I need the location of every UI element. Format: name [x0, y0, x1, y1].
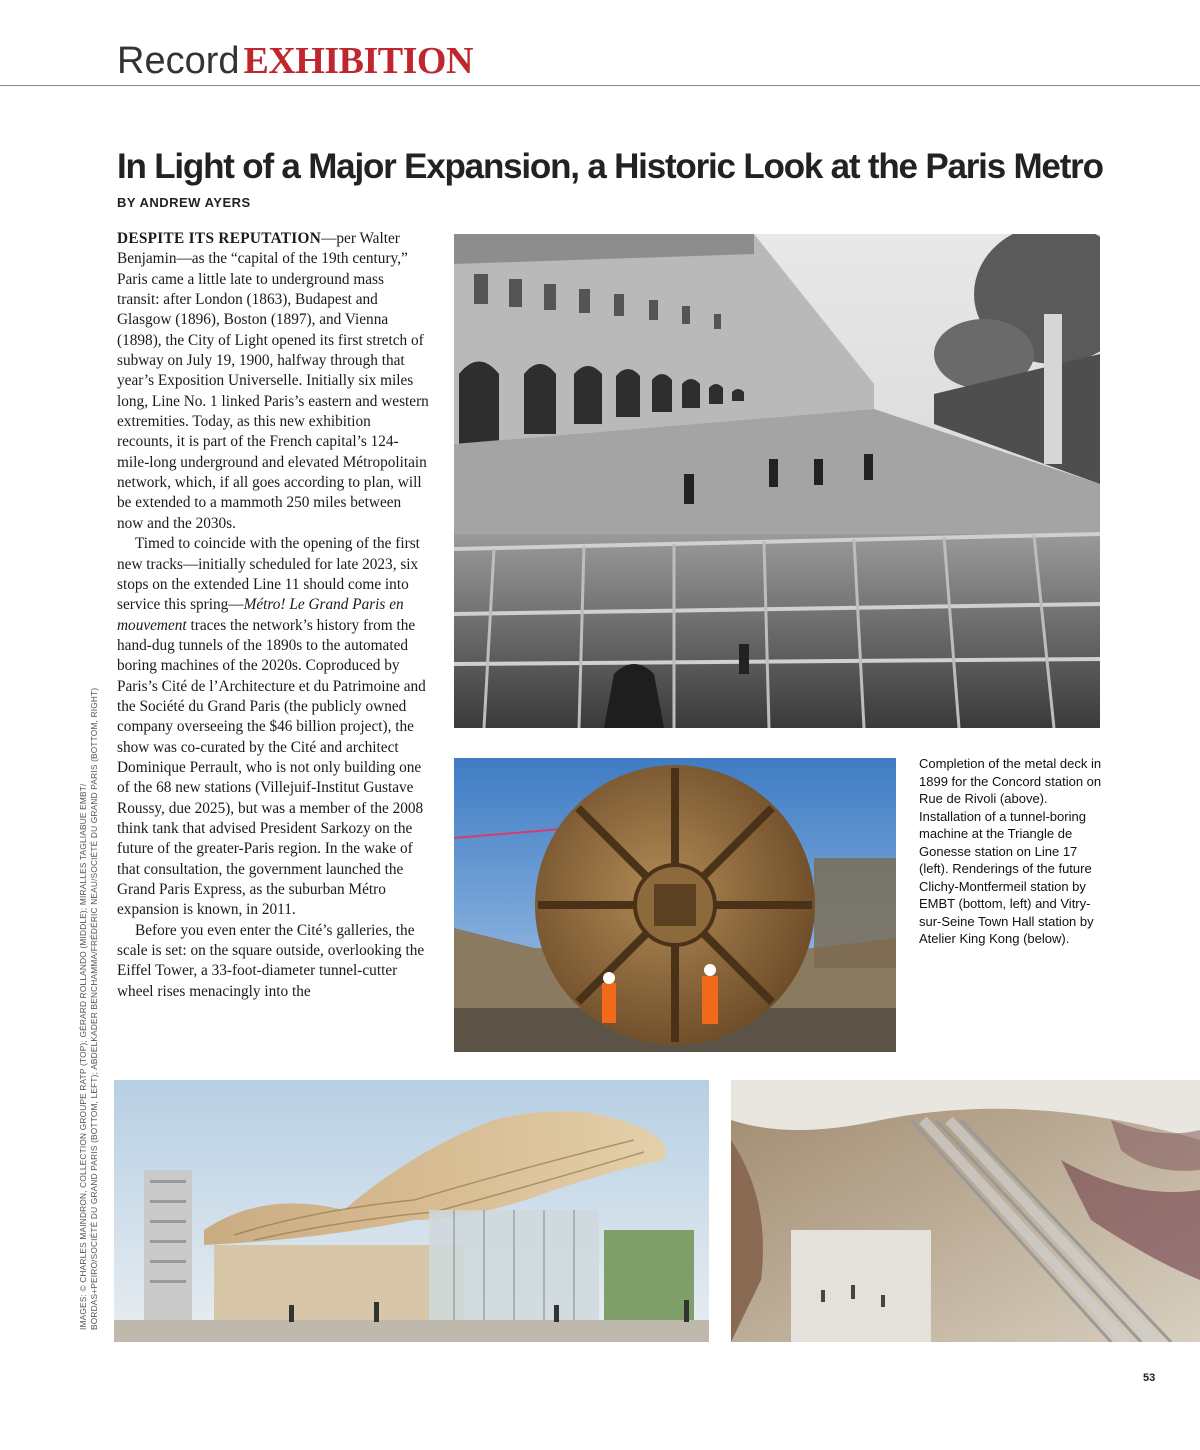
page-number: 53 — [1143, 1372, 1156, 1384]
vitry-sur-seine-rendering — [731, 1080, 1200, 1342]
article-headline: In Light of a Major Expansion, a Historic Look at the Paris Metro — [117, 147, 1103, 186]
section-header — [117, 38, 473, 84]
article-body — [117, 229, 429, 1002]
clichy-montfermeil-rendering — [114, 1080, 709, 1342]
paragraph-3: Before you even enter the Cité’s galleries, the scale is set: on the square outside, overlooking the Eiffel Tower, a 33-foot-diameter tunnel-cutter wheel rises menacingly into the — [117, 921, 425, 1000]
section-title: EXHIBITION — [243, 40, 473, 82]
lead-in: DESPITE ITS REPUTATION — [117, 230, 322, 247]
section-label: Record — [117, 40, 240, 82]
header-divider — [0, 85, 1200, 86]
paragraph-2-after: traces the network’s history from the hand-dug tunnels of the 1890s to the automated boring machines of the 2020s. Coproduced by Paris’s Cité de l’Architecture et du Patrimoine and the Société du Grand Paris (the publicly owned company overseeing the $46 billion project), the show was co-curated by the Cité and architect Dominique Perrault, who is not only building one of the 68 new stations (Villejuif-Institut Gustave Roussy, due 2025), but was a member of the 2008 think tank that advised President Sarkozy on the future of the greater-Paris region. In the wake of that consultation, the government launched the Grand Paris Express, as the suburban Métro expansion is known, in 2011. — [117, 616, 426, 919]
paragraph-1 — [117, 229, 429, 534]
article-byline: BY ANDREW AYERS — [117, 195, 251, 210]
image-credits — [78, 650, 100, 1330]
photo-caption: Completion of the metal deck in 1899 for the Concord station on Rue de Rivoli (above). Installation of a tunnel-boring machine at the Triangle de Gonesse station on Line 17 (left). Renderings of the future Clichy-Montfermeil station by EMBT (bottom, left) and Vitry-sur-Seine Town Hall station by Atelier King Kong (below). — [919, 756, 1102, 946]
tunnel-boring-machine-photo — [454, 758, 896, 1052]
exhibition-title: Métro! Le Grand Paris en mouvement — [117, 596, 404, 634]
paragraph-2-before: Timed to coincide with the opening of the first new tracks—initially scheduled for late 2023, six stops on the extended Line 11 should come into service this spring— — [117, 535, 420, 614]
paragraph-1-text: —per Walter Benjamin—as the “capital of the 19th century,” Paris came a little late to underground mass transit: after London (1863), Budapest and Glasgow (1896), Boston (1897), and Vienna (1898), the City of Light opened its first stretch of subway on July 19, 1900, halfway through that year’s Exposition Universelle. Initially six miles long, Line No. 1 linked Paris’s eastern and western extremities. Today, as this new exhibition recounts, it is part of the French capital’s 124-mile-long underground and elevated Métropolitain network, which, if all goes according to plan, will be extended to a mammoth 250 miles between now and the 2030s. — [117, 230, 429, 532]
credits-line-1: IMAGES: © CHARLES MAINDRON, COLLECTION GROUPE RATP (TOP); GÉRARD ROLLANDO (MIDDLE); MIRALLES TAGLIABUE EMBT/ — [78, 783, 88, 1330]
paragraph-2 — [117, 534, 429, 921]
historic-construction-photo — [454, 234, 1100, 728]
credits-line-2: BORDAS+PEIRO/SOCIÉTÉ DU GRAND PARIS (BOTTOM, LEFT); ABDELKADER BENCHAMMA/FRÉDÉRIC NEAU/SOCIÉTÉ DU GRAND PARIS (BOTTOM, RIGHT) — [89, 687, 99, 1330]
